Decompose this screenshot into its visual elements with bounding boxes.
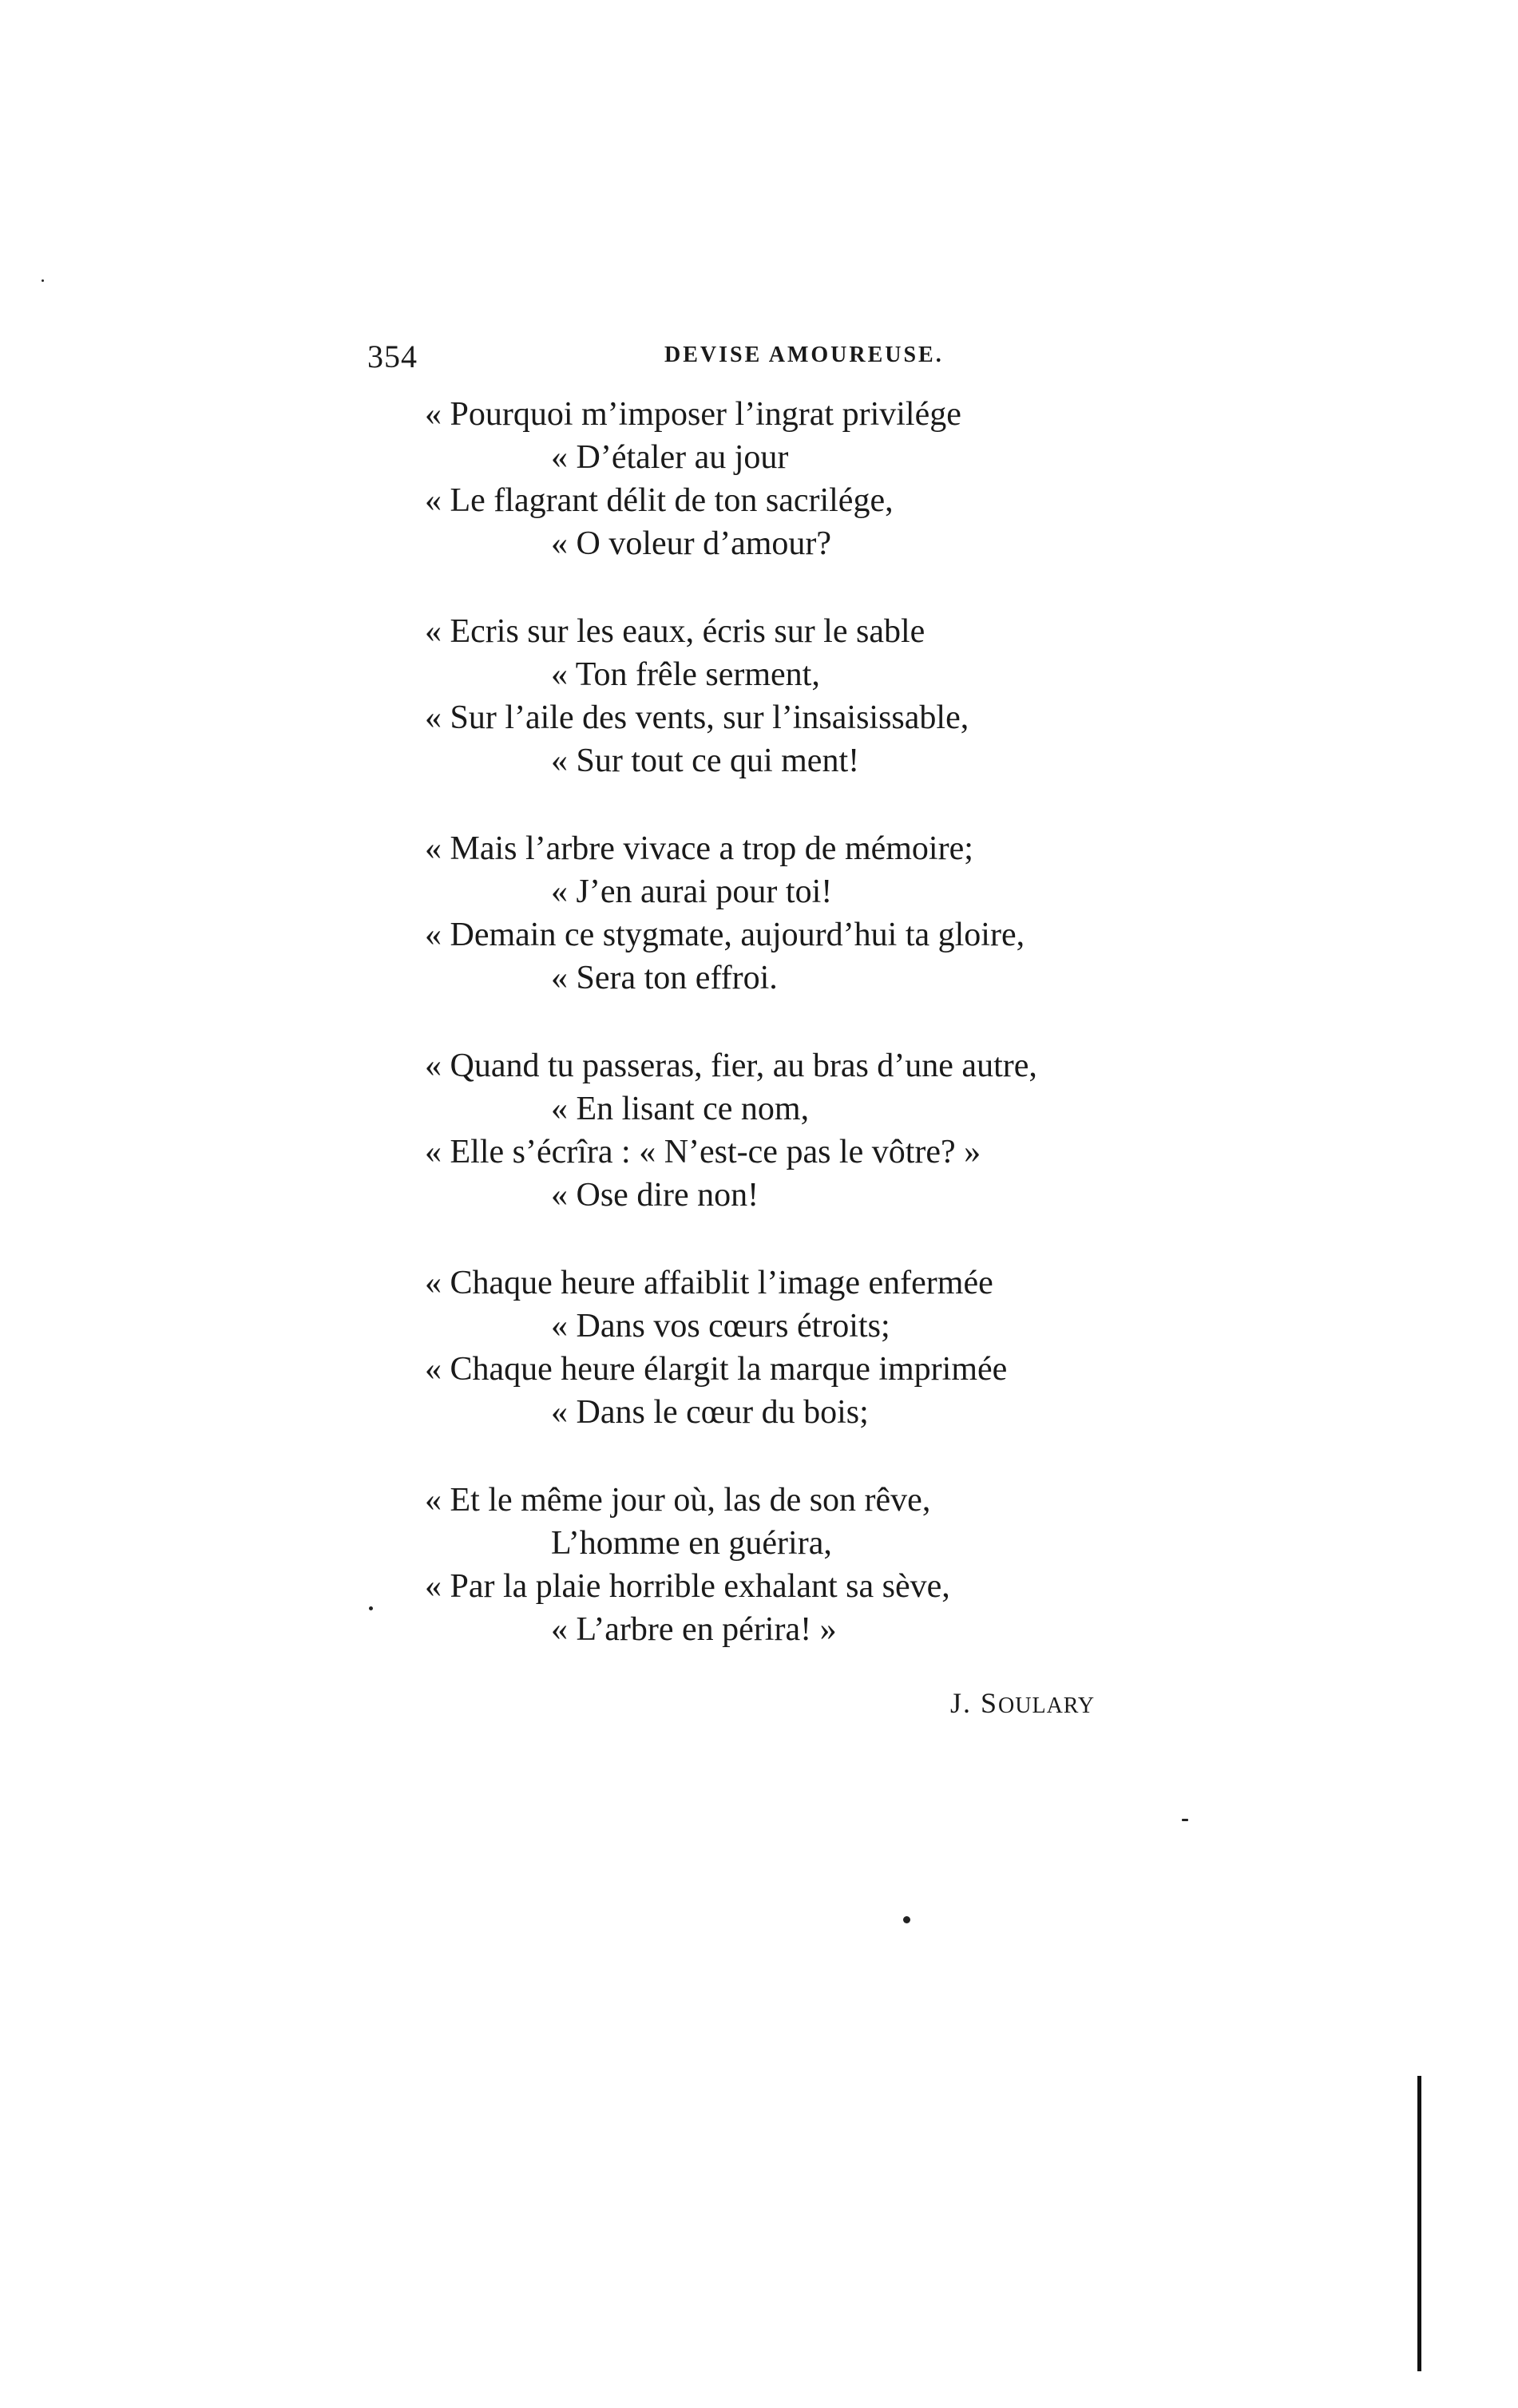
ink-speck xyxy=(369,1606,373,1610)
verse-line: « Ton frêle serment, xyxy=(551,656,820,693)
verse-line: « Dans le cœur du bois; xyxy=(551,1394,869,1431)
stanza xyxy=(0,1261,1518,1479)
stanza xyxy=(0,610,1518,827)
verse-line: « Mais l’arbre vivace a trop de mémoire; xyxy=(425,830,973,867)
poem xyxy=(0,393,1518,1696)
stanza xyxy=(0,1479,1518,1696)
verse-line: « Par la plaie horrible exhalant sa sève, xyxy=(425,1568,950,1605)
ink-speck xyxy=(903,1916,910,1923)
stanza xyxy=(0,1044,1518,1261)
verse-line: « Chaque heure élargit la marque imprimée xyxy=(425,1351,1008,1388)
verse-line: « Dans vos cœurs étroits; xyxy=(551,1308,890,1345)
verse-line: « Ose dire non! xyxy=(551,1177,759,1214)
verse-line: « Ecris sur les eaux, écris sur le sable xyxy=(425,613,925,650)
stanza xyxy=(0,827,1518,1044)
verse-line: « Quand tu passeras, fier, au bras d’une autre, xyxy=(425,1048,1037,1084)
verse-line: « O voleur d’amour? xyxy=(551,525,832,562)
verse-line: « Pourquoi m’imposer l’ingrat privilége xyxy=(425,396,961,433)
ink-speck xyxy=(1182,1819,1188,1821)
ink-speck xyxy=(42,279,44,282)
page-header xyxy=(367,338,1102,378)
running-title: DEVISE AMOUREUSE. xyxy=(664,343,944,367)
verse-line: « D’étaler au jour xyxy=(551,439,789,476)
verse-line: « L’arbre en périra! » xyxy=(551,1611,837,1648)
verse-line: « Et le même jour où, las de son rêve, xyxy=(425,1482,931,1519)
verse-line: L’homme en guérira, xyxy=(551,1525,832,1562)
verse-line: « Elle s’écrîra : « N’est-ce pas le vôtre? » xyxy=(425,1134,981,1170)
author-signature xyxy=(950,1686,1095,1720)
verse-line: « En lisant ce nom, xyxy=(551,1091,810,1127)
verse-line: « J’en aurai pour toi! xyxy=(551,873,833,910)
page-number: 354 xyxy=(367,339,418,374)
verse-line: « Chaque heure affaiblit l’image enfermée xyxy=(425,1265,993,1301)
verse-line: « Sur l’aile des vents, sur l’insaisissable, xyxy=(425,699,969,736)
signature-surname-rest: OULARY xyxy=(998,1693,1096,1718)
verse-line: « Sur tout ce qui ment! xyxy=(551,743,860,779)
margin-rule xyxy=(1417,2076,1421,2371)
verse-line: « Demain ce stygmate, aujourd’hui ta gloire, xyxy=(425,917,1025,953)
stanza xyxy=(0,393,1518,610)
verse-line: « Le flagrant délit de ton sacrilége, xyxy=(425,482,894,519)
signature-initial: J. S xyxy=(950,1687,999,1719)
verse-line: « Sera ton effroi. xyxy=(551,960,778,996)
